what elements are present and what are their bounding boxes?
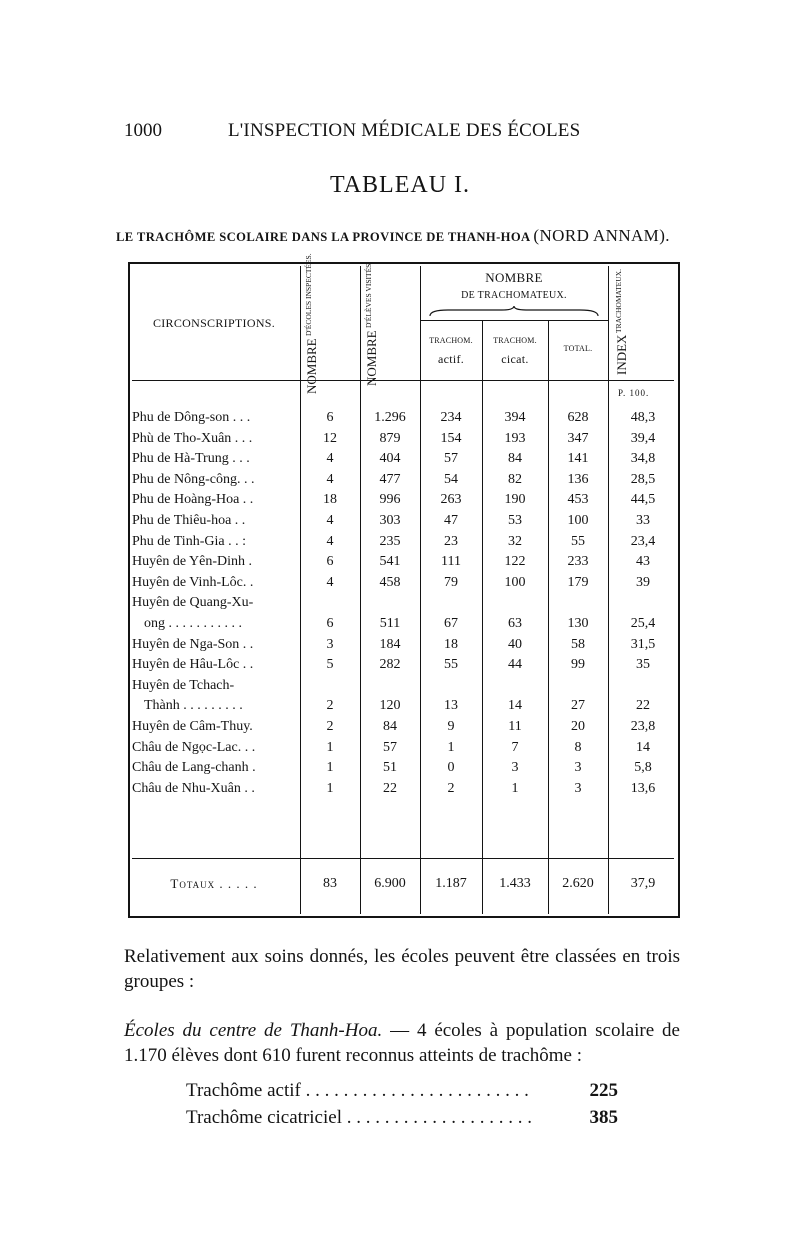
cell-eleves: 84 [383, 719, 397, 734]
cell-total: 136 [567, 471, 589, 487]
cell-actif: 0 [447, 760, 455, 776]
cell-cicat: 53 [508, 513, 522, 528]
cell-index: 13,6 [630, 780, 656, 796]
table-caption [116, 226, 696, 246]
header-index [614, 270, 672, 374]
row-name: Châu de Ngọc-Lac. . . [132, 739, 256, 755]
cell-cicat: 11 [508, 719, 522, 734]
table-right-rule [678, 262, 680, 918]
totals-actif: 1.187 [435, 876, 467, 891]
caption-main: LE TRACHÔME SCOLAIRE DANS LA PROVINCE DE THANH-HOA [116, 230, 530, 244]
row-name: Phu de Nông-công. . . [132, 471, 255, 487]
cell-index: 39,4 [630, 430, 656, 446]
cell-cicat: 44 [508, 657, 522, 673]
cell-eleves: 22 [383, 780, 397, 796]
row-name-continued: ong . . . . . . . . . . . [144, 615, 242, 631]
cell-index: 33 [636, 513, 650, 528]
totals-total: 2.620 [562, 876, 594, 891]
cell-ecoles: 3 [326, 636, 334, 652]
group-brace [428, 306, 600, 318]
cell-ecoles: 2 [326, 698, 334, 714]
cell-cicat: 82 [508, 471, 522, 487]
cell-eleves: 282 [379, 657, 401, 673]
cell-ecoles: 4 [326, 533, 334, 549]
page-number: 1000 [124, 120, 162, 141]
cell-index: 23,8 [630, 719, 656, 734]
totals-cicat: 1.433 [499, 876, 531, 891]
row-name: Huyên de Yên-Dinh . [132, 554, 253, 570]
cell-actif: 18 [444, 636, 458, 652]
paragraph-2-text: — 4 écoles à population scolaire de 1.170 élèves dont 610 furent reconnus atteints de trachôme : [124, 1020, 680, 1066]
cell-total: 8 [574, 739, 582, 755]
cell-cicat: 1 [511, 780, 519, 796]
cell-eleves: 477 [379, 471, 401, 487]
cell-index: 44,5 [630, 492, 656, 508]
detail-value-2: 385 [589, 1107, 618, 1128]
cell-cicat: 14 [508, 698, 522, 714]
totals-label: Totaux . . . . . [170, 876, 258, 891]
cell-cicat: 3 [511, 760, 519, 776]
cell-index: 43 [636, 554, 650, 570]
cell-total: 27 [571, 698, 585, 714]
row-name: Phu de Dông-son . . . [132, 410, 251, 425]
cell-ecoles: 1 [326, 780, 334, 796]
cell-actif: 1 [447, 739, 455, 755]
cell-cicat: 190 [504, 492, 526, 508]
paragraph-2-heading: Écoles du centre de Thanh-Hoa. [124, 1020, 383, 1041]
cell-actif: 154 [440, 430, 462, 446]
cell-ecoles: 6 [326, 615, 334, 631]
header-eleves [364, 262, 416, 386]
cell-index: 48,3 [630, 410, 656, 425]
cell-ecoles: 5 [326, 657, 334, 673]
table-bottom-rule [128, 916, 680, 918]
caption-sub: (NORD ANNAM). [533, 226, 670, 245]
cell-index: 31,5 [630, 636, 656, 652]
cell-actif: 54 [444, 471, 458, 487]
detail-label-1: Trachôme actif . . . . . . . . . . . . . . . . . . . . . . . . [186, 1080, 529, 1101]
cell-ecoles: 12 [323, 430, 337, 446]
cell-actif: 111 [441, 554, 461, 570]
totals-ecoles: 83 [323, 876, 337, 891]
cell-eleves: 458 [379, 574, 401, 590]
cell-index: 23,4 [630, 533, 656, 549]
cell-ecoles: 4 [326, 513, 334, 528]
header-cicat-line2: cicat. [501, 352, 529, 366]
cell-total: 233 [567, 554, 589, 570]
header-actif-line2: actif. [437, 352, 465, 366]
cell-ecoles: 4 [326, 471, 334, 487]
cell-eleves: 303 [379, 513, 401, 528]
cell-actif: 9 [447, 719, 455, 734]
totals-rule [132, 858, 674, 859]
running-title: L'INSPECTION MÉDICALE DES ÉCOLES [228, 120, 581, 141]
header-ecoles-main: NOMBRE [304, 338, 319, 395]
cell-total: 58 [571, 636, 585, 652]
row-name: Phu de Hà-Trung . . . [132, 451, 250, 467]
detail-label-2: Trachôme cicatriciel . . . . . . . . . . . . . . . . . . . . [186, 1107, 532, 1128]
cell-total: 55 [571, 533, 585, 549]
cell-ecoles: 1 [326, 739, 334, 755]
cell-index: 28,5 [630, 471, 656, 487]
cell-actif: 234 [440, 410, 462, 425]
row-name: Phu de Thiêu-hoa . . [132, 513, 246, 528]
row-name: Huyên de Nga-Son . . [132, 636, 254, 652]
cell-actif: 2 [447, 780, 455, 796]
paragraph-1-text: Relativement aux soins donnés, les écoles peuvent être classées en trois groupes : [124, 946, 680, 992]
cell-ecoles: 4 [326, 451, 334, 467]
cell-eleves: 184 [379, 636, 401, 652]
cell-ecoles: 2 [326, 719, 334, 734]
cell-eleves: 51 [383, 760, 397, 776]
cell-ecoles: 4 [326, 574, 334, 590]
running-header [124, 120, 684, 144]
detail-value-1: 225 [589, 1080, 618, 1101]
table-title: TABLEAU I. [329, 172, 471, 198]
cell-eleves: 879 [379, 430, 401, 446]
cell-cicat: 40 [508, 636, 522, 652]
cell-total: 20 [571, 719, 585, 734]
header-group-line1: NOMBRE [485, 270, 543, 285]
row-name: Phù de Tho-Xuân . . . [132, 430, 253, 446]
cell-total: 100 [567, 513, 589, 528]
cell-index: 34,8 [630, 451, 656, 467]
group-rule [420, 320, 608, 321]
cell-cicat: 84 [508, 451, 522, 467]
cell-actif: 79 [444, 574, 458, 590]
cell-actif: 263 [440, 492, 462, 508]
row-name: Huyên de Hâu-Lôc . . [132, 657, 254, 673]
cell-total: 453 [567, 492, 589, 508]
cell-total: 3 [574, 780, 582, 796]
cell-total: 141 [567, 451, 589, 467]
totals-eleves: 6.900 [374, 876, 406, 891]
header-cicat-line1: TRACHOM. [493, 336, 537, 345]
index-unit: P. 100. [618, 388, 650, 398]
cell-index: 39 [636, 574, 650, 590]
cell-eleves: 120 [379, 698, 401, 714]
row-name: Huyên de Vinh-Lôc. . [132, 574, 254, 590]
cell-total: 130 [567, 615, 589, 631]
header-index-main: INDEX [614, 334, 629, 376]
cell-actif: 47 [444, 513, 458, 528]
cell-cicat: 7 [511, 739, 519, 755]
cell-ecoles: 6 [326, 410, 334, 425]
cell-eleves: 235 [379, 533, 401, 549]
row-name: Huyên de Quang-Xu- [132, 595, 254, 611]
cell-actif: 57 [444, 451, 458, 467]
cell-cicat: 122 [504, 554, 526, 570]
cell-cicat: 32 [508, 533, 522, 549]
row-name: Phu de Tinh-Gia . . : [132, 533, 246, 549]
cell-eleves: 404 [379, 451, 401, 467]
header-total: TOTAL. [563, 344, 593, 353]
header-eleves-sub: D'ÉLÈVES VISITÉS. [364, 262, 373, 329]
cell-cicat: 63 [508, 615, 522, 631]
cell-cicat: 100 [504, 574, 526, 590]
cell-index: 22 [636, 698, 650, 714]
table-left-rule [128, 262, 130, 918]
row-name-continued: Thành . . . . . . . . . [144, 698, 243, 714]
cell-total: 179 [567, 574, 589, 590]
header-eleves-main: NOMBRE [364, 330, 379, 386]
cell-total: 3 [574, 760, 582, 776]
cell-eleves: 541 [379, 554, 401, 570]
cell-eleves: 57 [383, 739, 397, 755]
cell-actif: 23 [444, 533, 458, 549]
cell-actif: 67 [444, 615, 458, 631]
header-circonscriptions: CIRCONSCRIPTIONS. [152, 316, 276, 330]
cell-eleves: 996 [379, 492, 401, 508]
paragraph-2 [124, 1018, 680, 1068]
cell-index: 5,8 [634, 760, 652, 776]
header-ecoles [304, 253, 356, 395]
cell-ecoles: 18 [323, 492, 337, 508]
row-name: Châu de Nhu-Xuân . . [132, 780, 255, 796]
cell-total: 628 [567, 410, 589, 425]
cell-actif: 13 [444, 698, 458, 714]
header-index-sub: TRACHOMATEUX. [614, 268, 623, 333]
cell-total: 99 [571, 657, 585, 673]
data-table [128, 253, 680, 918]
cell-eleves: 1.296 [374, 410, 406, 425]
row-name: Phu de Hoàng-Hoa . . [132, 492, 254, 508]
header-ecoles-sub: D'ÉCOLES INSPECTÉES. [304, 253, 313, 337]
header-actif-line1: TRACHOM. [429, 336, 473, 345]
cell-index: 14 [636, 739, 650, 755]
cell-actif: 55 [444, 657, 458, 673]
row-name: Châu de Lang-chanh . [132, 760, 256, 776]
row-name: Huyên de Câm-Thuy. [132, 719, 253, 734]
cell-ecoles: 6 [326, 554, 334, 570]
paragraph-1 [124, 944, 680, 994]
cell-total: 347 [567, 430, 589, 446]
cell-cicat: 394 [504, 410, 526, 425]
header-group-line2: DE TRACHOMATEUX. [461, 290, 567, 301]
cell-index: 25,4 [630, 615, 656, 631]
totals-index: 37,9 [630, 876, 656, 891]
cell-index: 35 [636, 657, 650, 673]
cell-ecoles: 1 [326, 760, 334, 776]
cell-cicat: 193 [504, 430, 526, 446]
cell-eleves: 511 [379, 615, 401, 631]
row-name: Huyên de Tchach- [132, 677, 235, 693]
